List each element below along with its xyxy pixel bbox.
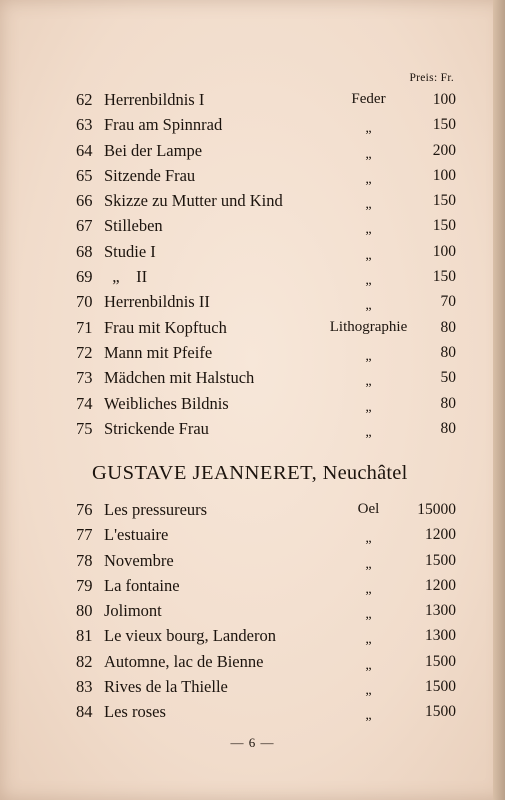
list-item — [76, 264, 456, 289]
item-technique-ditto: „ — [365, 146, 372, 162]
item-title: Automne, lac de Bienne — [104, 651, 264, 671]
list-item — [76, 163, 456, 188]
item-price: 80 — [440, 343, 456, 361]
item-technique: Lithographie — [329, 318, 408, 335]
item-price: 1200 — [425, 576, 456, 594]
item-number: 66 — [76, 191, 93, 211]
item-price: 150 — [432, 192, 456, 210]
item-price: 100 — [432, 91, 456, 108]
item-price: 1300 — [425, 627, 456, 645]
item-price: 150 — [432, 217, 456, 235]
page-edge — [493, 0, 505, 800]
item-title: Frau am Spinnrad — [104, 115, 223, 135]
item-technique-ditto: „ — [365, 298, 372, 314]
item-title: Frau mit Kopftuch — [104, 317, 227, 337]
list-item — [76, 213, 456, 238]
item-price: 80 — [440, 419, 456, 437]
item-technique-ditto: „ — [365, 607, 372, 623]
item-technique-ditto: „ — [365, 348, 372, 364]
item-price: 1500 — [425, 551, 456, 569]
item-title: Rives de la Thielle — [104, 677, 228, 697]
item-title: Strickende Frau — [104, 418, 209, 438]
artist-heading — [92, 462, 408, 485]
item-title: Les roses — [104, 702, 166, 722]
list-item — [76, 365, 456, 390]
item-title: Stilleben — [104, 216, 163, 236]
item-title: Jolimont — [104, 601, 162, 621]
item-technique-ditto: „ — [365, 121, 372, 137]
list-item — [76, 548, 456, 573]
item-technique-ditto: „ — [365, 197, 372, 213]
item-number: 73 — [76, 368, 93, 388]
list-item — [76, 138, 456, 163]
item-number: 84 — [76, 702, 93, 722]
item-price: 100 — [432, 242, 456, 260]
item-number: 82 — [76, 651, 93, 671]
item-number: 65 — [76, 165, 93, 185]
artist-name: GUSTAVE JEANNERET, — [92, 462, 318, 484]
item-price: 80 — [440, 318, 456, 336]
list-item — [76, 598, 456, 623]
list-item — [76, 188, 456, 213]
list-item — [76, 391, 456, 416]
list-item — [76, 649, 456, 674]
item-title: Bei der Lampe — [104, 140, 203, 160]
item-number: 67 — [76, 216, 93, 236]
list-item — [76, 497, 456, 522]
item-number: 62 — [76, 90, 93, 109]
list-item — [76, 87, 456, 112]
item-price: 50 — [440, 369, 456, 387]
item-number: 69 — [76, 267, 93, 287]
list-item — [76, 699, 456, 724]
item-technique-ditto: „ — [365, 273, 372, 289]
item-technique-ditto: „ — [365, 632, 372, 648]
item-title: Mann mit Pfeife — [104, 342, 213, 362]
item-technique: Feder — [351, 91, 386, 107]
item-number: 63 — [76, 115, 93, 135]
item-number: 76 — [76, 500, 93, 519]
list-item — [76, 340, 456, 365]
list-item — [76, 522, 456, 547]
price-column-header: Preis: Fr. — [409, 72, 454, 84]
item-technique-ditto: „ — [365, 399, 372, 415]
item-title: „ II — [104, 267, 148, 287]
artwork-list-section-2 — [76, 497, 456, 725]
list-item — [76, 573, 456, 598]
item-number: 70 — [76, 292, 93, 312]
item-technique-ditto: „ — [365, 374, 372, 390]
item-technique-ditto: „ — [365, 556, 372, 572]
list-item — [76, 289, 456, 314]
item-price: 200 — [432, 141, 456, 159]
item-price: 80 — [440, 394, 456, 412]
list-item — [76, 112, 456, 137]
item-price: 100 — [432, 166, 456, 184]
item-title: Weibliches Bildnis — [104, 393, 229, 413]
item-number: 71 — [76, 317, 93, 337]
item-number: 83 — [76, 677, 93, 697]
item-title: Skizze zu Mutter und Kind — [104, 191, 283, 211]
item-technique-ditto: „ — [365, 171, 372, 187]
item-technique-ditto: „ — [365, 247, 372, 263]
item-title: L'estuaire — [104, 525, 169, 545]
artist-city: Neuchâtel — [322, 462, 408, 484]
item-number: 78 — [76, 550, 93, 570]
item-number: 72 — [76, 342, 93, 362]
item-title: Herrenbildnis I — [104, 90, 205, 109]
item-price: 1500 — [425, 703, 456, 721]
item-number: 75 — [76, 418, 93, 438]
item-number: 80 — [76, 601, 93, 621]
item-title: Sitzende Frau — [104, 165, 196, 185]
item-technique-ditto: „ — [365, 531, 372, 547]
item-number: 68 — [76, 241, 93, 261]
item-title: Herrenbildnis II — [104, 292, 210, 312]
artwork-list-section-1 — [76, 87, 456, 441]
item-number: 74 — [76, 393, 93, 413]
item-title: Les pressureurs — [104, 500, 208, 519]
list-item — [76, 674, 456, 699]
item-price: 150 — [432, 116, 456, 134]
item-price: 150 — [432, 268, 456, 286]
item-price: 1500 — [425, 678, 456, 696]
item-technique-ditto: „ — [365, 222, 372, 238]
list-item — [76, 315, 456, 340]
item-title: Le vieux bourg, Landeron — [104, 626, 276, 646]
item-title: La fontaine — [104, 575, 180, 595]
list-item — [76, 416, 456, 441]
item-price: 70 — [440, 293, 456, 311]
list-item — [76, 623, 456, 648]
item-title: Studie I — [104, 241, 156, 261]
item-technique-ditto: „ — [365, 708, 372, 724]
item-number: 79 — [76, 575, 93, 595]
item-price: 1200 — [425, 526, 456, 544]
item-title: Novembre — [104, 550, 174, 570]
item-technique: Oel — [357, 501, 380, 517]
page-number: — 6 — — [230, 735, 275, 750]
list-item — [76, 239, 456, 264]
item-technique-ditto: „ — [365, 581, 372, 597]
item-technique-ditto: „ — [365, 424, 372, 440]
item-technique-ditto: „ — [365, 657, 372, 673]
item-technique-ditto: „ — [365, 683, 372, 699]
item-price: 1300 — [425, 602, 456, 620]
item-price: 15000 — [417, 501, 456, 518]
item-number: 77 — [76, 525, 93, 545]
item-number: 64 — [76, 140, 93, 160]
item-number: 81 — [76, 626, 93, 646]
item-price: 1500 — [425, 652, 456, 670]
item-title: Mädchen mit Halstuch — [104, 368, 255, 388]
